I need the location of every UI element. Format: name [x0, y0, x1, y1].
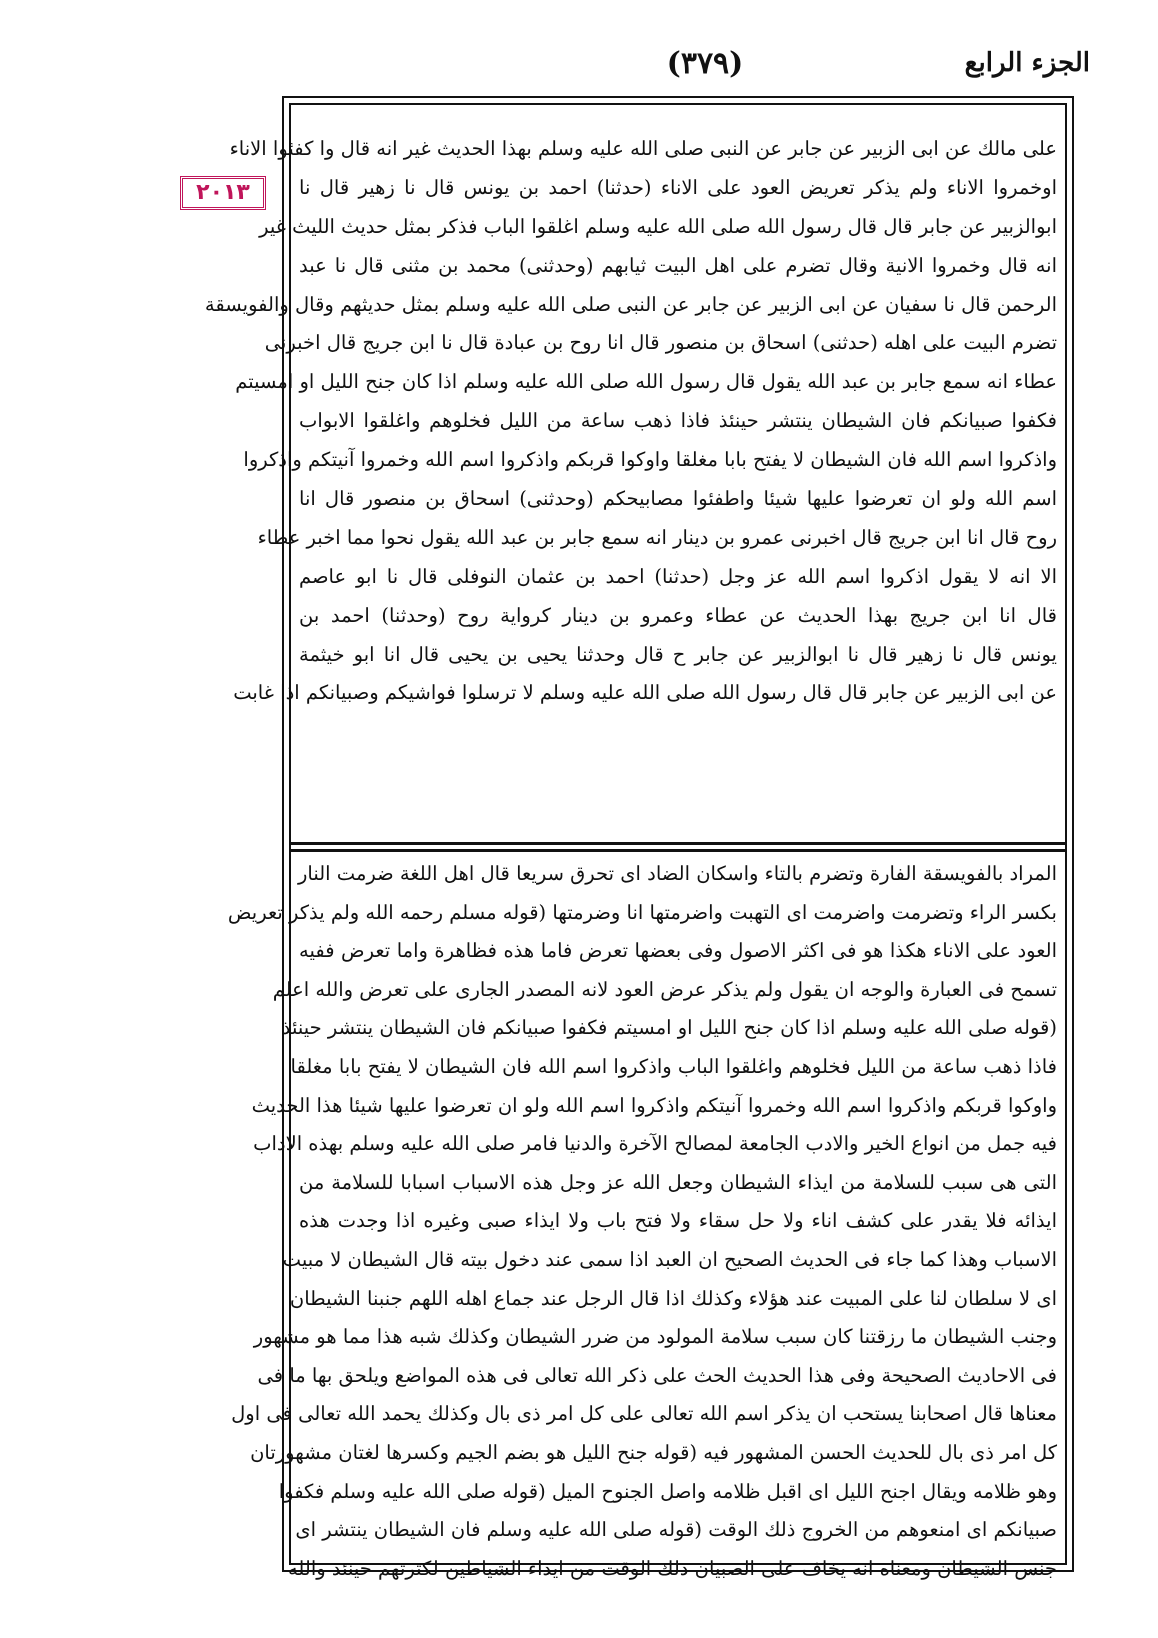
commentary-line: فى الاحاديث الصحيحة وفى هذا الحديث الحث على ذكر الله تعالى فى هذه المواضع ويلحق بها ما فى [257, 1363, 1057, 1387]
commentary-panel [227, 855, 1057, 1580]
commentary-line: التى هى سبب للسلامة من ايذاء الشيطان وجعل الله عز وجل هذه الاسباب اسبابا للسلامة من [299, 1170, 1057, 1194]
commentary-line: تسمح فى العبارة والوجه ان يقول ولم يذكر عرض العود لانه المصدر الجارى على تعرض والله اعلم [272, 977, 1057, 1001]
hadith-line: عن ابى الزبير عن جابر قال قال رسول الله صلى الله عليه وسلم لا ترسلوا فواشيكم وصبيانكم اذا غابت [233, 681, 1057, 705]
commentary-line: جنس الشيطان ومعناه انه يخاف على الصبيان ذلك الوقت من ايذاء الشياطين لكثرتهم حينئذ والله [287, 1556, 1057, 1580]
commentary-line: كل امر ذى بال للحديث الحسن المشهور فيه (قوله جنح الليل هو بضم الجيم وكسرها لغتان مشهورتان [250, 1440, 1057, 1464]
commentary-line: وجنب الشيطان ما رزقتنا كان سبب سلامة المولود من ضرر الشيطان وكذلك شبه هذا مما هو مشهور [253, 1325, 1057, 1349]
page-header [285, 46, 1090, 90]
hadith-line: قال انا ابن جريج بهذا الحديث عن عطاء وعمرو بن دينار كرواية روح (وحدثنا) احمد بن [299, 603, 1057, 627]
commentary-line: صبيانكم اى امنعوهم من الخروج ذلك الوقت (قوله صلى الله عليه وسلم فان الشيطان ينتشر اى [295, 1518, 1057, 1542]
hadith-line: واذكروا اسم الله فان الشيطان لا يفتح بابا مغلقا واوكوا قربكم واذكروا اسم الله وخمروا آنيتكم واذكروا [243, 448, 1057, 472]
commentary-line: العود على الاناء هكذا هو فى اكثر الاصول وفى بعضها تعرض فاما هذه فظاهرة واما تعرض ففيه [299, 939, 1057, 963]
hadith-line: تضرم البيت على اهله (حدثنى) اسحاق بن منصور قال انا روح بن عبادة قال نا ابن جريج قال اخبرنى [264, 331, 1057, 355]
commentary-line: المراد بالفويسقة الفارة وتضرم بالتاء واسكان الضاد اى تحرق سريعا قال اهل اللغة ضرمت النار [298, 862, 1057, 885]
commentary-line: واوكوا قربكم واذكروا اسم الله وخمروا آنيتكم واذكروا اسم الله ولو ان تعرضوا عليها شيئا هذا الحديث [251, 1093, 1057, 1117]
commentary-line: (قوله صلى الله عليه وسلم اذا كان جنح الليل او امسيتم فكفوا صبيانكم فان الشيطان ينتشر حينئذ [281, 1016, 1057, 1040]
page-number: (٣٧٩) [666, 46, 744, 81]
commentary-line: ايذائه فلا يقدر على كشف اناء ولا حل سقاء ولا فتح باب ولا ايذاء صبى وغيره اذا وجدت هذه [299, 1209, 1057, 1233]
hadith-line: الرحمن قال نا سفيان عن ابى الزبير عن جابر عن النبى صلى الله عليه وسلم بمثل حديثهم وقال والفويسقة [204, 292, 1057, 316]
hadith-line: فكفوا صبيانكم فان الشيطان ينتشر حينئذ فاذا ذهب ساعة من الليل فخلوهم واغلقوا الابواب [299, 409, 1057, 433]
commentary-line: وهو ظلامه ويقال اجنح الليل اى اقبل ظلامه واصل الجنوح الميل (قوله صلى الله عليه وسلم فكفوا [278, 1479, 1057, 1503]
hadith-line: عطاء انه سمع جابر بن عبد الله يقول قال رسول الله صلى الله عليه وسلم اذا كان جنح الليل او امسيتم [235, 370, 1057, 394]
commentary-line: معناها قال اصحابنا يستحب ان يذكر اسم الله تعالى على كل امر ذى بال وكذلك يحمد الله تعالى فى اول [231, 1402, 1057, 1426]
hadith-line: انه قال وخمروا الانية وقال تضرم على اهل البيت ثيابهم (وحدثنى) محمد بن مثنى قال نا عبد [299, 253, 1057, 277]
commentary-line: بكسر الراء وتضرمت واضرمت اى التهبت واضرمتها انا وضرمتها (قوله مسلم رحمه الله ولم يذكر تعريض [227, 900, 1057, 924]
volume-title: الجزء الرابع [964, 48, 1090, 78]
hadith-line: الا انه لا يقول اذكروا اسم الله عز وجل (حدثنا) احمد بن عثمان النوفلى قال نا ابو عاصم [299, 564, 1057, 588]
hadith-line: اوخمروا الاناء ولم يذكر تعريض العود على الاناء (حدثنا) احمد بن يونس قال نا زهير قال نا [299, 175, 1057, 199]
hadith-number-badge: ٢٠١٣ [180, 176, 266, 210]
hadith-line: ابوالزبير عن جابر قال قال رسول الله صلى الله عليه وسلم اغلقوا الباب فذكر بمثل حديث الليث غير [259, 214, 1057, 238]
hadith-line: روح قال انا ابن جريج قال اخبرنى عمرو بن دينار انه سمع جابر بن عبد الله يقول نحوا مما اخبر عطاء [257, 525, 1057, 549]
section-divider [291, 842, 1065, 852]
commentary-line: الاسباب وهذا كما جاء فى الحديث الصحيح ان العبد اذا سمى عند دخول بيته قال الشيطان لا مبيت [282, 1247, 1057, 1271]
hadith-line: اسم الله ولو ان تعرضوا عليها شيئا واطفئوا مصابيحكم (وحدثنى) اسحاق بن منصور قال انا [299, 487, 1057, 511]
hadith-line: على مالك عن ابى الزبير عن جابر عن النبى صلى الله عليه وسلم بهذا الحديث غير انه قال وا كفئوا الاناء [229, 137, 1057, 160]
commentary-line: فيه جمل من انواع الخير والادب الجامعة لمصالح الآخرة والدنيا فامر صلى الله عليه وسلم بهذه الاداب [253, 1132, 1057, 1156]
commentary-line: اى لا سلطان لنا على المبيت عند هؤلاء وكذلك اذا قال الرجل عند جماع اهله اللهم جنبنا الشيطان [289, 1286, 1057, 1310]
commentary-line: فاذا ذهب ساعة من الليل فخلوهم واغلقوا الباب واذكروا اسم الله فان الشيطان لا يفتح بابا مغلقا [290, 1054, 1057, 1078]
hadith-line: يونس قال نا زهير قال نا ابوالزبير عن جابر ح قال وحدثنا يحيى بن يحيى قال انا ابو خيثمة [299, 642, 1057, 666]
